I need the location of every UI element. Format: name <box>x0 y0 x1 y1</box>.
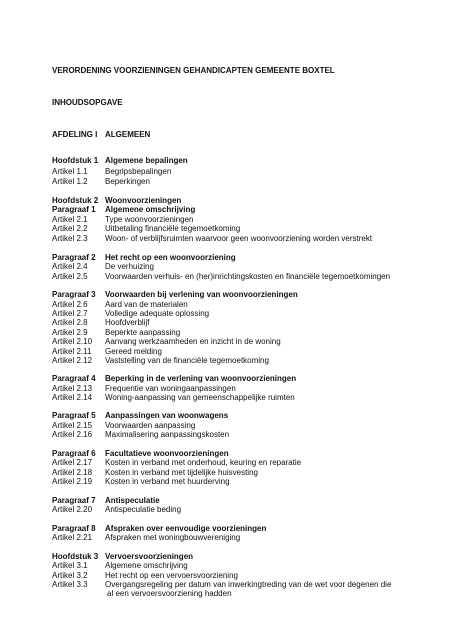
toc-entry-title: Afspraken over eenvoudige voorzieningen <box>105 524 267 533</box>
toc-entry-title: Afspraken met woningbouwvereniging <box>105 533 241 542</box>
toc-entry-label: Artikel 2.4 <box>52 262 88 271</box>
toc-entry-title: Algemene omschrijving <box>105 205 196 214</box>
toc-entry-title: Kosten in verband met huurderving <box>105 477 230 486</box>
toc-entry-label: Artikel 2.3 <box>52 234 88 243</box>
toc-entry-label: Artikel 2.8 <box>52 318 88 327</box>
toc-entry-title: Antispeculatie <box>105 496 160 505</box>
toc-entry-label: Paragraaf 6 <box>52 449 96 458</box>
toc-entry-title: Type woonvoorzieningen <box>105 215 194 224</box>
toc-entry-label: Artikel 2.14 <box>52 393 93 402</box>
toc-entry-title: Uitbetaling financiële tegemoetkoming <box>105 224 241 233</box>
toc-entry-label: Artikel 2.12 <box>52 356 93 365</box>
document-title: VERORDENING VOORZIENINGEN GEHANDICAPTEN GEMEENTE BOXTEL <box>52 66 335 75</box>
toc-entry-label: Artikel 2.9 <box>52 328 88 337</box>
toc-entry-label: Artikel 2.6 <box>52 300 88 309</box>
toc-entry-title: Woning-aanpassing van gemeenschappelijke ruimten <box>105 393 295 402</box>
toc-entry-label: Artikel 2.18 <box>52 468 93 477</box>
toc-entry-title: Voorwaarden bij verlening van woonvoorzieningen <box>105 290 298 299</box>
toc-entry-label: Artikel 2.1 <box>52 215 88 224</box>
toc-entry-title: Aanpassingen van woonwagens <box>105 411 229 420</box>
toc-entry-label: Artikel 3.1 <box>52 561 88 570</box>
toc-entry-label: Artikel 2.5 <box>52 272 88 281</box>
toc-entry-continuation: al een vervoersvoorziening hadden <box>107 589 232 598</box>
toc-entry-label: Artikel 2.7 <box>52 309 88 318</box>
toc-entry-label: Paragraaf 3 <box>52 290 96 299</box>
toc-heading: INHOUDSOPGAVE <box>52 98 123 107</box>
toc-entry-title: Aanvang werkzaamheden en inzicht in de woning <box>105 337 281 346</box>
toc-entry-title: Gereed melding <box>105 347 162 356</box>
toc-entry-label: Paragraaf 5 <box>52 411 96 420</box>
toc-entry-label: Artikel 3.2 <box>52 571 88 580</box>
toc-entry-title: Voorwaarden aanpassing <box>105 421 196 430</box>
toc-entry-label: Artikel 3.3 <box>52 580 88 589</box>
toc-entry-title: Maximalisering aanpassingskosten <box>105 430 230 439</box>
toc-entry-label: Artikel 2.11 <box>52 347 92 356</box>
toc-entry-label: Paragraaf 8 <box>52 524 96 533</box>
division-title: ALGEMEEN <box>105 130 151 139</box>
toc-entry-label: Artikel 2.17 <box>52 458 93 467</box>
toc-entry-label: Artikel 2.13 <box>52 384 93 393</box>
toc-entry-title: Het recht op een vervoersvoorziening <box>105 571 238 580</box>
toc-entry-label: Artikel 2.20 <box>52 505 93 514</box>
toc-entry-label: Paragraaf 1 <box>52 205 96 214</box>
toc-entry-title: Begripsbepalingen <box>105 167 172 176</box>
toc-entry-title: Beperking in de verlening van woonvoorzieningen <box>105 374 297 383</box>
toc-entry-title: Kosten in verband met onderhoud, keuring en reparatie <box>105 458 302 467</box>
toc-entry-label: Artikel 2.19 <box>52 477 93 486</box>
toc-entry-title: Facultatieve woonvoorzieningen <box>105 449 229 458</box>
toc-entry-title: Aard van de materialen <box>105 300 188 309</box>
toc-entry-title: De verhuizing <box>105 262 154 271</box>
toc-entry-title: Woonvoorzieningen <box>105 196 182 205</box>
toc-entry-label: Artikel 1.1 <box>52 167 88 176</box>
division-label: AFDELING I <box>52 130 98 139</box>
toc-entry-title: Woon- of verblijfsruimten waarvoor geen woonvoorziening worden verstrekt <box>105 234 373 243</box>
toc-entry-title: Vervoersvoorzieningen <box>105 552 194 561</box>
toc-entry-label: Hoofdstuk 1 <box>52 156 99 165</box>
toc-entry-title: Kosten in verband met tijdelijke huisvesting <box>105 468 258 477</box>
toc-entry-title: Algemene bepalingen <box>105 156 188 165</box>
toc-entry-label: Hoofdstuk 3 <box>52 552 99 561</box>
toc-entry-title: Volledige adequate oplossing <box>105 309 210 318</box>
toc-entry-title: Het recht op een woonvoorziening <box>105 253 236 262</box>
toc-entry-title: Algemene omschrijving <box>105 561 188 570</box>
toc-entry-title: Overgangsregeling per datum van inwerkingtreding van de wet voor degenen die <box>105 580 392 589</box>
toc-entry-label: Artikel 2.15 <box>52 421 93 430</box>
toc-entry-label: Hoofdstuk 2 <box>52 196 99 205</box>
toc-entry-label: Artikel 2.10 <box>52 337 93 346</box>
toc-entry-label: Paragraaf 2 <box>52 253 96 262</box>
toc-entry-title: Hoofdverblijf <box>105 318 150 327</box>
toc-entry-title: Antispeculatie beding <box>105 505 182 514</box>
toc-entry-label: Artikel 2.21 <box>52 533 93 542</box>
toc-entry-label: Paragraaf 4 <box>52 374 96 383</box>
toc-entry-title: Voorwaarden verhuis- en (her)inrichtingskosten en financiële tegemoetkomingen <box>105 272 391 281</box>
toc-entry-label: Artikel 2.2 <box>52 224 88 233</box>
toc-entry-title: Beperkte aanpassing <box>105 328 181 337</box>
toc-entry-label: Artikel 1.2 <box>52 177 88 186</box>
toc-entry-label: Paragraaf 7 <box>52 496 96 505</box>
toc-entry-title: Frequentie van woningaanpassingen <box>105 384 236 393</box>
toc-entry-title: Beperkingen <box>105 177 150 186</box>
toc-entry-title: Vaststelling van de financiële tegemoetkoming <box>105 356 269 365</box>
toc-entry-label: Artikel 2.16 <box>52 430 93 439</box>
